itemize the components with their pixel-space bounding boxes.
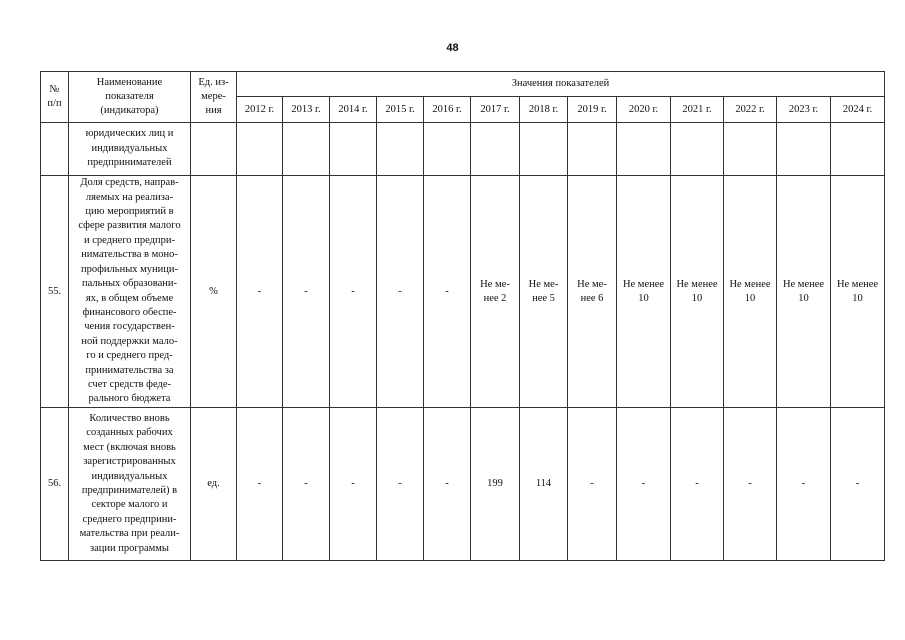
- value-cell: Не менее 10: [777, 176, 831, 408]
- indicators-table: [40, 71, 885, 561]
- header-name: Наименование показателя (индикатора): [69, 72, 191, 123]
- year-header: 2016 г.: [424, 97, 471, 123]
- value-cell: -: [377, 176, 424, 408]
- value-cell: Не ме- нее 6: [568, 176, 617, 408]
- value-cell: -: [831, 408, 885, 561]
- value-cell: [377, 123, 424, 176]
- value-cell: 114: [520, 408, 568, 561]
- row-num: [41, 123, 69, 176]
- year-header: 2019 г.: [568, 97, 617, 123]
- header-unit: Ед. из- мере- ния: [191, 72, 237, 123]
- value-cell: -: [671, 408, 724, 561]
- year-header: 2013 г.: [283, 97, 330, 123]
- year-header: 2017 г.: [471, 97, 520, 123]
- row-name: Доля средств, направ- ляемых на реализа- цию мероприятий в сфере развития малого и среднего предпри- нимательства в моно- профильных муници- пальных образовани- ях, в общем объеме финансового обеспе- чения государствен- ной поддержки мало- го и среднего пред- принимательства за счет средств феде- рального бюджета: [69, 176, 191, 408]
- value-cell: -: [424, 408, 471, 561]
- year-header: 2014 г.: [330, 97, 377, 123]
- value-cell: Не менее 10: [831, 176, 885, 408]
- year-header: 2012 г.: [237, 97, 283, 123]
- row-unit: [191, 123, 237, 176]
- value-cell: Не менее 10: [671, 176, 724, 408]
- value-cell: -: [724, 408, 777, 561]
- value-cell: -: [568, 408, 617, 561]
- year-header: 2023 г.: [777, 97, 831, 123]
- value-cell: -: [617, 408, 671, 561]
- header-row: [41, 72, 885, 97]
- value-cell: -: [330, 408, 377, 561]
- value-cell: [671, 123, 724, 176]
- value-cell: Не ме- нее 5: [520, 176, 568, 408]
- row-unit: %: [191, 176, 237, 408]
- value-cell: [724, 123, 777, 176]
- value-cell: Не менее 10: [724, 176, 777, 408]
- value-cell: [330, 123, 377, 176]
- value-cell: -: [424, 176, 471, 408]
- year-header: 2015 г.: [377, 97, 424, 123]
- value-cell: [568, 123, 617, 176]
- value-cell: [237, 123, 283, 176]
- year-header: 2022 г.: [724, 97, 777, 123]
- year-header: 2021 г.: [671, 97, 724, 123]
- value-cell: [283, 123, 330, 176]
- value-cell: [777, 123, 831, 176]
- value-cell: -: [283, 408, 330, 561]
- year-header: 2024 г.: [831, 97, 885, 123]
- value-cell: Не ме- нее 2: [471, 176, 520, 408]
- header-num: № п/п: [41, 72, 69, 123]
- value-cell: [424, 123, 471, 176]
- value-cell: 199: [471, 408, 520, 561]
- table-row: [41, 408, 885, 561]
- header-values-title: Значения показателей: [237, 72, 885, 97]
- value-cell: -: [283, 176, 330, 408]
- value-cell: [520, 123, 568, 176]
- page-number: 48: [446, 42, 459, 54]
- row-unit: ед.: [191, 408, 237, 561]
- table-row: [41, 123, 885, 176]
- table-row: [41, 176, 885, 408]
- value-cell: -: [330, 176, 377, 408]
- value-cell: -: [377, 408, 424, 561]
- value-cell: [617, 123, 671, 176]
- value-cell: -: [777, 408, 831, 561]
- row-num: 56.: [41, 408, 69, 561]
- value-cell: -: [237, 408, 283, 561]
- value-cell: [831, 123, 885, 176]
- year-header: 2018 г.: [520, 97, 568, 123]
- row-name: юридических лиц и индивидуальных предпринимателей: [69, 123, 191, 176]
- year-header: 2020 г.: [617, 97, 671, 123]
- row-num: 55.: [41, 176, 69, 408]
- value-cell: Не менее 10: [617, 176, 671, 408]
- value-cell: [471, 123, 520, 176]
- value-cell: -: [237, 176, 283, 408]
- row-name: Количество вновь созданных рабочих мест (включая вновь зарегистрированных индивидуальных предпринимателей) в секторе малого и среднего предприни- мательства при реали- зации программы: [69, 408, 191, 561]
